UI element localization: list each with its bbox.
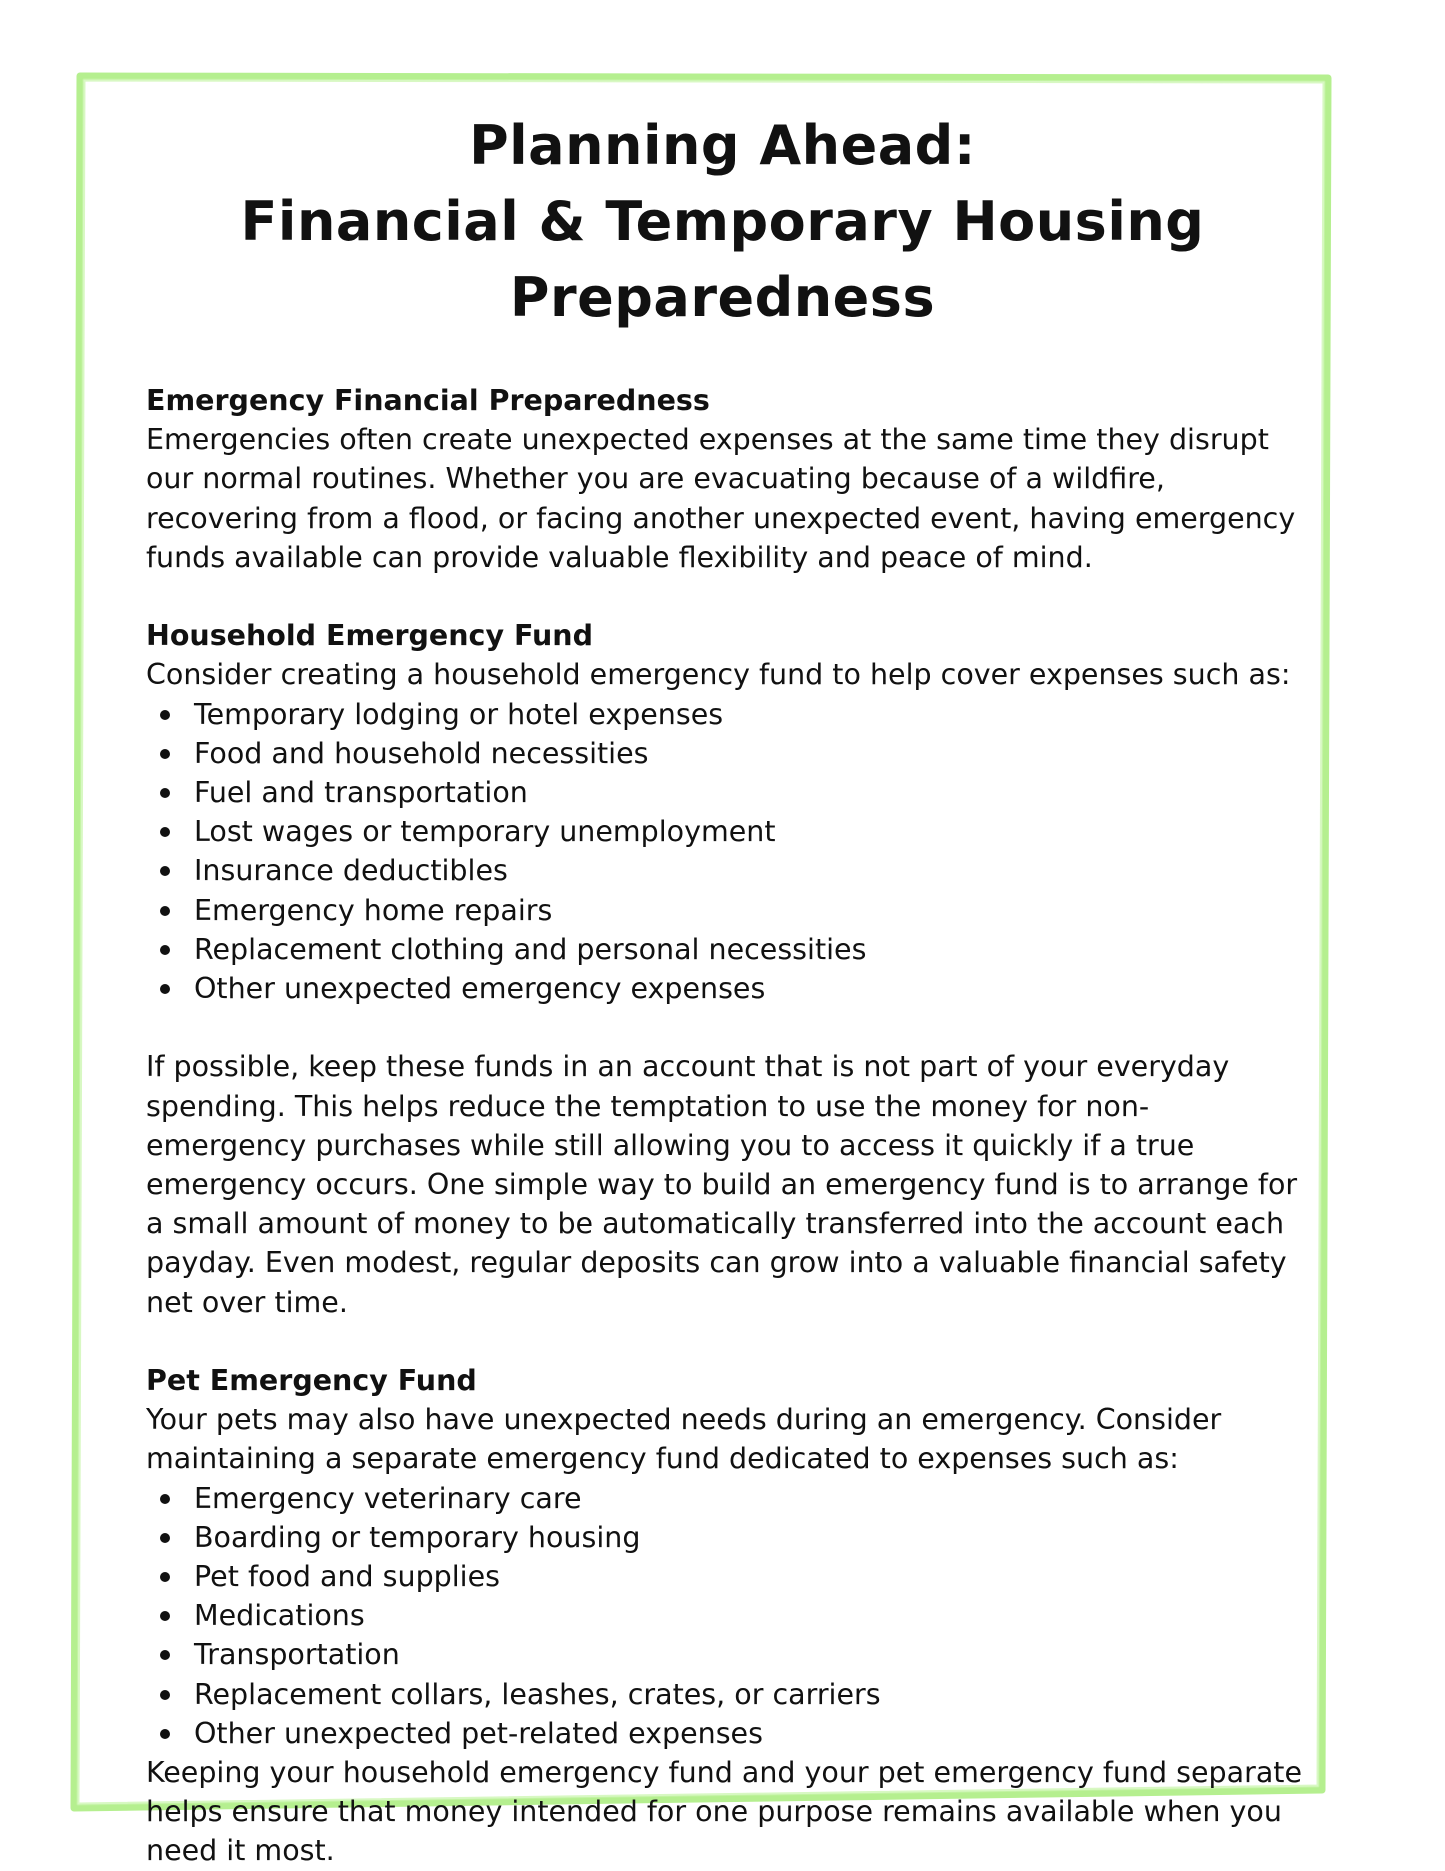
list-item: Emergency veterinary care [146, 1479, 1306, 1518]
list-item: Other unexpected emergency expenses [146, 969, 1306, 1008]
household-expense-list [146, 695, 1306, 1009]
list-item: Lost wages or temporary unemployment [146, 812, 1306, 851]
section-heading-financial: Emergency Financial Preparedness [146, 384, 710, 417]
section-text-financial: Emergencies often create unexpected expenses at the same time they disrupt our normal routines. Whether you are evacuating because of a wildfire, recovering from a flood, or facing another unexpected event, having emergency funds available can provide valuable flexibility and peace of mind. [146, 423, 1296, 574]
list-item: Other unexpected pet-related expenses [146, 1714, 1306, 1753]
section-followup-household: If possible, keep these funds in an account that is not part of your everyday spending. This helps reduce the temptation to use the money for non-emergency purchases while still allowing you to access it quickly if a true emergency occurs. One simple way to build an emergency fund is to arrange for a small amount of money to be automatically transferred into the account each payday. Even modest, regular deposits can grow into a valuable financial safety net over time. [146, 1050, 1298, 1319]
document-body [146, 381, 1306, 1871]
list-item: Transportation [146, 1635, 1306, 1674]
section-intro-household: Consider creating a household emergency fund to help cover expenses such as: [146, 658, 1291, 692]
list-item: Replacement collars, leashes, crates, or carriers [146, 1675, 1306, 1714]
page-title [0, 108, 1445, 336]
section-intro-pet: Your pets may also have unexpected needs during an emergency. Consider maintaining a separate emergency fund dedicated to expenses such as: [146, 1403, 1222, 1476]
section-heading-pet: Pet Emergency Fund [146, 1364, 477, 1398]
list-item: Boarding or temporary housing [146, 1518, 1306, 1557]
pet-expense-list [146, 1479, 1306, 1753]
list-item: Emergency home repairs [146, 891, 1306, 930]
list-item: Fuel and transportation [146, 773, 1306, 812]
document-content [146, 108, 1306, 1871]
title-line-1: Planning Ahead: [469, 114, 976, 177]
title-line-2: Financial & Temporary Housing [240, 190, 1205, 253]
spacer [146, 577, 1306, 616]
section-closing-pet: Keeping your household emergency fund and your pet emergency fund separate helps ensure that money intended for one purpose remains available when you need it most. [146, 1756, 1303, 1868]
title-line-3: Preparedness [509, 266, 936, 329]
list-item: Replacement clothing and personal necessities [146, 930, 1306, 969]
section-heading-household: Household Emergency Fund [146, 619, 593, 653]
list-item: Pet food and supplies [146, 1557, 1306, 1596]
list-item: Temporary lodging or hotel expenses [146, 695, 1306, 734]
list-item: Medications [146, 1596, 1306, 1635]
spacer [146, 1322, 1306, 1361]
spacer [146, 1008, 1306, 1047]
list-item: Food and household necessities [146, 734, 1306, 773]
list-item: Insurance deductibles [146, 851, 1306, 890]
